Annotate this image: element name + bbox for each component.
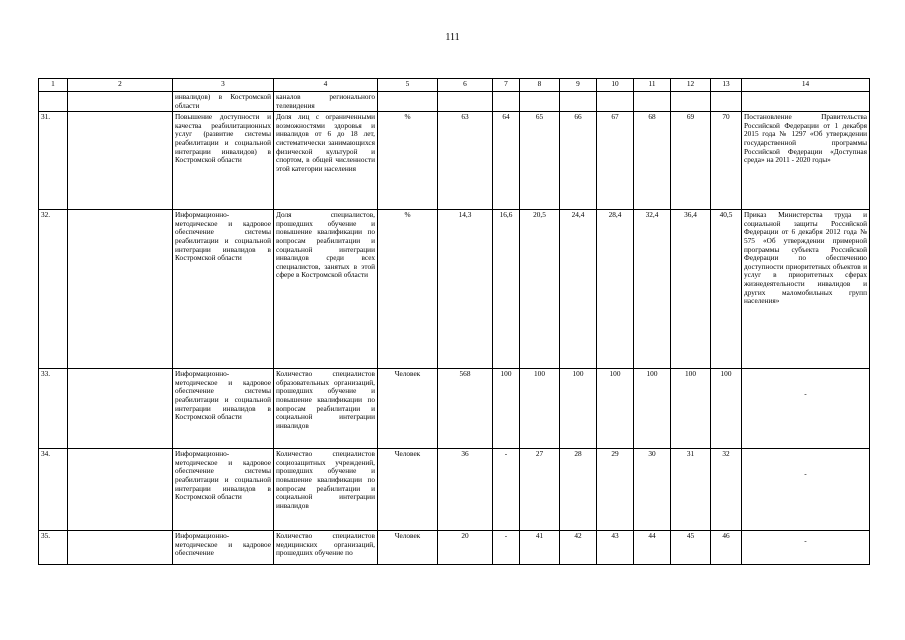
indicator-name: Количество специалистов социозащитных учреждений, прошедших обучение и повышение квалификации по вопросам реабилитации и социальной интеграции инвалидов xyxy=(274,449,378,531)
value: 64 xyxy=(493,112,520,210)
value: 100 xyxy=(634,369,671,449)
event-name: инвалидов) в Костромской области xyxy=(173,92,274,112)
row-number xyxy=(39,92,68,112)
unit: % xyxy=(378,210,438,369)
empty-dash: - xyxy=(804,389,807,399)
event-name: Повышение доступности и качества реабилитационных услуг (развитие системы реабилитации и социальной интеграции инвалидов) в Костромской области xyxy=(173,112,274,210)
value xyxy=(438,92,493,112)
value: 16,6 xyxy=(493,210,520,369)
value: 100 xyxy=(597,369,634,449)
value: 36,4 xyxy=(671,210,711,369)
legal-basis xyxy=(742,92,870,112)
cell-col2 xyxy=(68,112,173,210)
event-name: Информационно-методическое и кадровое обеспечение xyxy=(173,531,274,565)
header-cell: 12 xyxy=(671,79,711,92)
value: 100 xyxy=(560,369,597,449)
value: 65 xyxy=(520,112,560,210)
value: 30 xyxy=(634,449,671,531)
column-number-row xyxy=(39,79,870,92)
value: 43 xyxy=(597,531,634,565)
event-name: Информационно-методическое и кадровое обеспечение системы реабилитации и социальной интеграции инвалидов в Костромской области xyxy=(173,210,274,369)
row-number: 35. xyxy=(39,531,68,565)
header-cell: 7 xyxy=(493,79,520,92)
value: 31 xyxy=(671,449,711,531)
header-cell: 13 xyxy=(711,79,742,92)
indicator-name: Доля лиц с ограниченными возможностями здоровья и инвалидов от 6 до 18 лет, систематически занимающихся физической культурой и спортом, в общей численности этой категории населения xyxy=(274,112,378,210)
cell-col2 xyxy=(68,210,173,369)
page-number: 111 xyxy=(445,32,460,43)
legal-basis xyxy=(742,449,870,531)
value: 66 xyxy=(560,112,597,210)
header-cell: 11 xyxy=(634,79,671,92)
value: 568 xyxy=(438,369,493,449)
value: 70 xyxy=(711,112,742,210)
header-cell: 4 xyxy=(274,79,378,92)
value: 28,4 xyxy=(597,210,634,369)
value: 42 xyxy=(560,531,597,565)
row-number: 33. xyxy=(39,369,68,449)
table-row xyxy=(39,210,870,369)
value: 100 xyxy=(520,369,560,449)
indicator-name: каналов регионального телевидения xyxy=(274,92,378,112)
empty-dash: - xyxy=(804,536,807,546)
unit: Человек xyxy=(378,369,438,449)
value: 14,3 xyxy=(438,210,493,369)
value: 24,4 xyxy=(560,210,597,369)
header-cell: 1 xyxy=(39,79,68,92)
header-cell: 14 xyxy=(742,79,870,92)
header-cell: 3 xyxy=(173,79,274,92)
cell-col2 xyxy=(68,369,173,449)
value: 20 xyxy=(438,531,493,565)
value xyxy=(671,92,711,112)
cell-col2 xyxy=(68,449,173,531)
legal-basis: Постановление Правительства Российской Федерации от 1 декабря 2015 года № 1297 «Об утверждении государственной программы Российской Федерации «Доступная среда» на 2011 - 2020 годы» xyxy=(742,112,870,210)
value: - xyxy=(493,449,520,531)
value: 36 xyxy=(438,449,493,531)
table-row xyxy=(39,449,870,531)
value xyxy=(634,92,671,112)
cell-col2 xyxy=(68,92,173,112)
value: 45 xyxy=(671,531,711,565)
value: 68 xyxy=(634,112,671,210)
value: 44 xyxy=(634,531,671,565)
header-cell: 6 xyxy=(438,79,493,92)
empty-dash: - xyxy=(804,469,807,479)
header-cell: 10 xyxy=(597,79,634,92)
value: 63 xyxy=(438,112,493,210)
value: 46 xyxy=(711,531,742,565)
value: 100 xyxy=(493,369,520,449)
unit xyxy=(378,92,438,112)
row-number: 32. xyxy=(39,210,68,369)
value: 40,5 xyxy=(711,210,742,369)
unit: % xyxy=(378,112,438,210)
table-row xyxy=(39,112,870,210)
indicators-table xyxy=(38,78,870,565)
value: 67 xyxy=(597,112,634,210)
legal-basis: Приказ Министерства труда и социальной защиты Российской Федерации от 6 декабря 2012 года № 575 «Об утверждении примерной программы субъекта Российской Федерации по обеспечению доступности приоритетных объектов и услуг в приоритетных сферах жизнедеятельности инвалидов и других маломобильных групп населения» xyxy=(742,210,870,369)
value: 29 xyxy=(597,449,634,531)
event-name: Информационно-методическое и кадровое обеспечение системы реабилитации и социальной интеграции инвалидов в Костромской области xyxy=(173,369,274,449)
header-cell: 8 xyxy=(520,79,560,92)
indicator-name: Доля специалистов, прошедших обучение и повышение квалификации по вопросам реабилитации и социальной интеграции инвалидов среди всех специалистов, занятых в этой сфере в Костромской области xyxy=(274,210,378,369)
table-row xyxy=(39,92,870,112)
unit: Человек xyxy=(378,531,438,565)
row-number: 34. xyxy=(39,449,68,531)
legal-basis xyxy=(742,369,870,449)
value: 69 xyxy=(671,112,711,210)
header-cell: 2 xyxy=(68,79,173,92)
value xyxy=(597,92,634,112)
value: 20,5 xyxy=(520,210,560,369)
value: 32,4 xyxy=(634,210,671,369)
cell-col2 xyxy=(68,531,173,565)
table-row xyxy=(39,369,870,449)
value: 100 xyxy=(671,369,711,449)
value: 32 xyxy=(711,449,742,531)
header-cell: 9 xyxy=(560,79,597,92)
value: 27 xyxy=(520,449,560,531)
value: 100 xyxy=(711,369,742,449)
value: 28 xyxy=(560,449,597,531)
legal-basis xyxy=(742,531,870,565)
value: 41 xyxy=(520,531,560,565)
indicator-name: Количество специалистов образовательных организаций, прошедших обучение и повышение квалификации по вопросам реабилитации и социальной интеграции инвалидов xyxy=(274,369,378,449)
unit: Человек xyxy=(378,449,438,531)
event-name: Информационно-методическое и кадровое обеспечение системы реабилитации и социальной интеграции инвалидов в Костромской области xyxy=(173,449,274,531)
table-row xyxy=(39,531,870,565)
value xyxy=(560,92,597,112)
row-number: 31. xyxy=(39,112,68,210)
indicator-name: Количество специалистов медицинских организаций, прошедших обучение по xyxy=(274,531,378,565)
value xyxy=(493,92,520,112)
header-cell: 5 xyxy=(378,79,438,92)
value xyxy=(711,92,742,112)
value xyxy=(520,92,560,112)
value: - xyxy=(493,531,520,565)
